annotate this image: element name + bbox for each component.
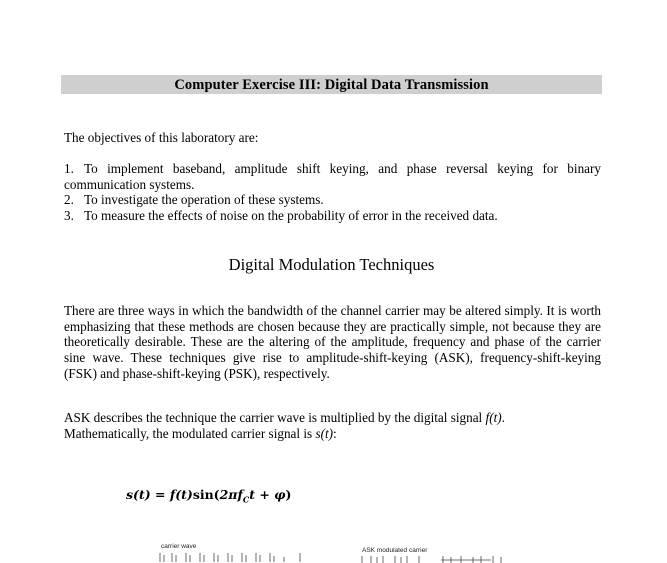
ask-paragraph <box>64 410 601 441</box>
objective-number: 2. <box>64 192 74 208</box>
text-run: ASK describes the technique the carrier wave is multiplied by the digital signal <box>64 410 486 425</box>
eq-equals: = <box>150 487 170 502</box>
text-run: : <box>333 425 337 441</box>
text-run: . <box>501 410 505 425</box>
objective-number: 1. <box>64 161 74 176</box>
objective-text: To implement baseband, amplitude shift keying, and phase reversal keying for binary communication systems. <box>64 161 601 192</box>
carrier-wave-figure <box>158 551 308 563</box>
body-paragraph: There are three ways in which the bandwidth of the channel carrier may be altered simply. It is worth emphasizing that these methods are chosen because they are practically simple, not because they are theoretically desirable. These are the altering of the amplitude, frequency and phase of the carrier sine wave. These techniques give rise to amplitude-shift-keying (ASK), frequency-shift-keying (FSK) and phase-shift-keying (PSK), respectively. <box>64 303 601 381</box>
objective-text: To investigate the operation of these systems. <box>84 192 324 208</box>
section-heading: Digital Modulation Techniques <box>228 255 435 274</box>
objectives-list <box>64 161 601 224</box>
eq-arg: 2πf <box>219 487 243 502</box>
math-inline: f(t) <box>485 410 502 425</box>
objective-number: 3. <box>64 208 74 224</box>
document-title: Computer Exercise III: Digital Data Transmission <box>174 77 489 93</box>
ask-wave-figure <box>361 554 506 563</box>
eq-sin: sin( <box>192 487 220 502</box>
eq-lhs: s(t) <box>126 487 151 502</box>
objective-item <box>64 208 601 224</box>
ask-equation <box>126 487 291 508</box>
carrier-figure-label: carrier wave <box>161 543 197 550</box>
objective-item <box>64 161 601 192</box>
ask-figure-label: ASK modulated carrier <box>362 547 428 554</box>
math-inline: s(t) <box>315 425 334 441</box>
objective-text: To measure the effects of noise on the probability of error in the received data. <box>84 208 498 224</box>
objective-item <box>64 192 601 208</box>
eq-t: t + φ <box>249 487 286 502</box>
eq-f: f(t) <box>169 487 193 502</box>
eq-sub: C <box>242 494 250 505</box>
ask-line <box>64 410 601 426</box>
eq-close: ) <box>285 487 292 502</box>
objectives-intro: The objectives of this laboratory are: <box>64 130 259 145</box>
text-run: Mathematically, the modulated carrier signal is <box>64 425 316 441</box>
ask-line <box>64 426 601 442</box>
